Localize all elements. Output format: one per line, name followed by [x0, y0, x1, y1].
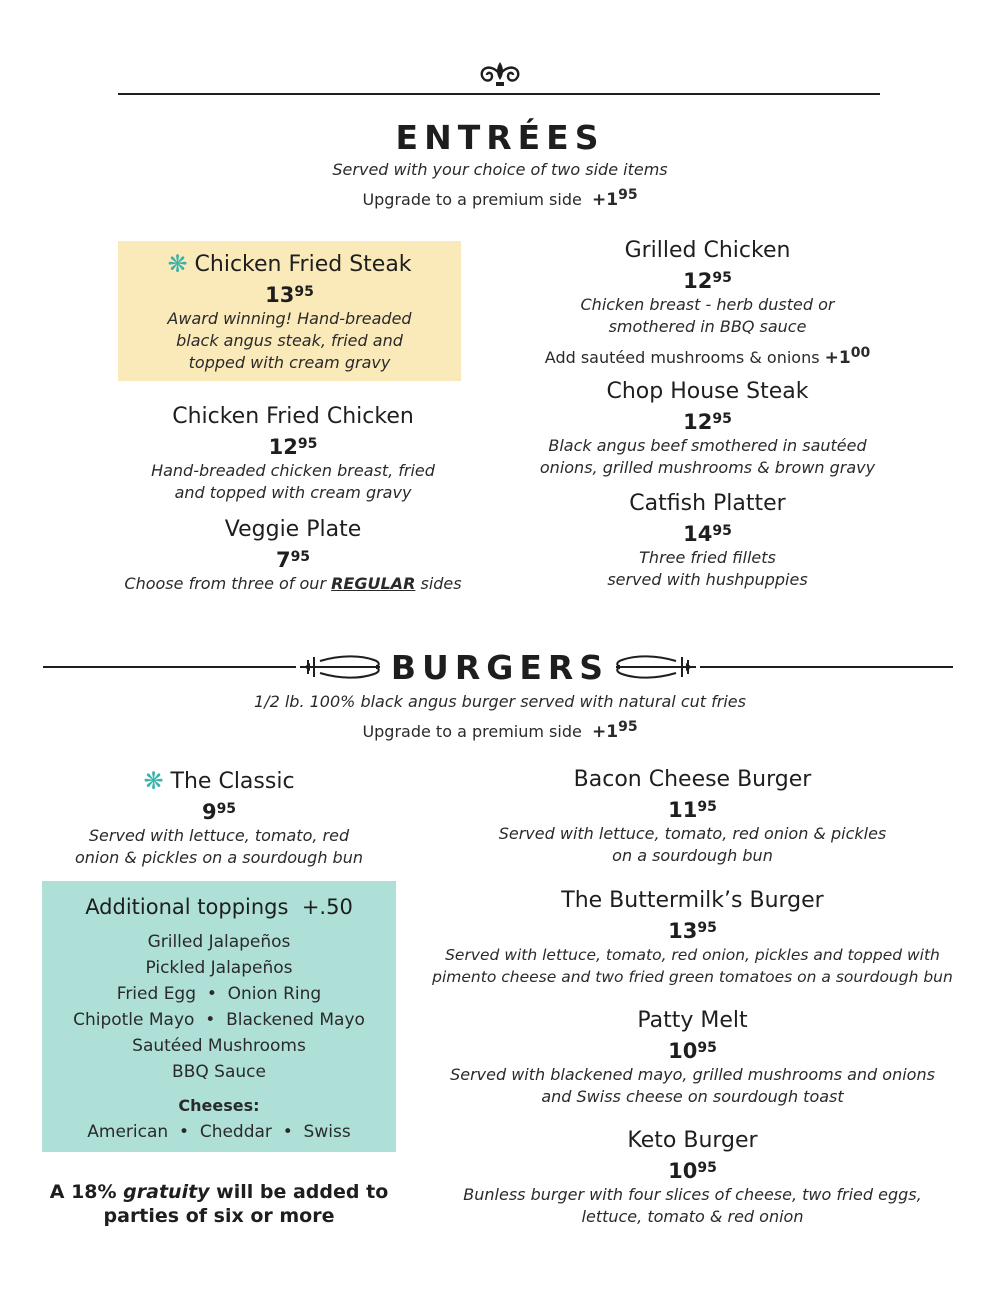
top-rule: [118, 93, 880, 95]
item-desc: topped with cream gravy: [188, 353, 391, 372]
burgers-title: BURGERS: [390, 648, 610, 687]
topping-line: Pickled Jalapeños: [145, 958, 293, 978]
gratuity-notice: [43, 1180, 395, 1228]
item-desc: and topped with cream gravy: [174, 483, 412, 502]
item-price: $12^{95}$: [683, 410, 732, 434]
item-desc: black angus steak, fried and: [176, 331, 403, 350]
topping-line: Chipotle Mayo • Blackened Mayo: [73, 1010, 365, 1030]
item-price: $13^{95}$: [265, 283, 314, 307]
item-price: $13^{95}$: [668, 919, 717, 943]
topping-line: BBQ Sauce: [172, 1062, 266, 1082]
burgers-rule-right: [700, 666, 953, 668]
menu-item-patty-melt: [430, 1007, 955, 1108]
menu-item-chicken-fried-chicken: [95, 403, 491, 504]
item-price: $9^{95}$: [201, 800, 237, 824]
upgrade-label: Upgrade to a premium side: [362, 190, 582, 209]
cheeses-list: American • Cheddar • Swiss: [87, 1122, 351, 1142]
item-desc: pimento cheese and two fried green tomatoes on a sourdough bun: [432, 968, 953, 986]
item-addon: Add sautéed mushrooms & onions $+1^{00}$: [544, 345, 871, 368]
item-price: $10^{95}$: [668, 1039, 717, 1063]
entrees-title: ENTRÉES: [395, 118, 605, 157]
flourish-ornament-icon: [476, 58, 524, 90]
gratuity-line-2: parties of six or more: [103, 1205, 335, 1227]
entrees-subtitle: Served with your choice of two side items: [332, 160, 668, 179]
menu-item-catfish-platter: [500, 490, 915, 591]
item-name: Catfish Platter: [629, 491, 786, 516]
item-name: Chicken Fried Chicken: [172, 404, 414, 429]
menu-item-chicken-fried-steak: [118, 250, 461, 374]
item-name: Veggie Plate: [224, 517, 362, 542]
item-desc: Served with lettuce, tomato, red: [88, 826, 350, 845]
menu-item-keto-burger: [430, 1127, 955, 1228]
cheeses-label: Cheeses:: [178, 1096, 260, 1115]
item-desc: lettuce, tomato & red onion: [581, 1207, 804, 1226]
item-price: $11^{95}$: [668, 798, 717, 822]
item-desc: Served with lettuce, tomato, red onion, pickles and topped with: [445, 946, 940, 964]
item-name: Grilled Chicken: [624, 238, 791, 263]
item-price: $12^{95}$: [683, 269, 732, 293]
topping-line: Sautéed Mushrooms: [132, 1036, 306, 1056]
item-desc: Choose from three of our REGULAR sides: [124, 574, 462, 593]
item-name: Keto Burger: [627, 1128, 758, 1153]
item-desc: Chicken breast - herb dusted or: [580, 295, 835, 314]
burgers-upgrade: [0, 716, 1000, 743]
menu-item-bacon-cheese-burger: [430, 766, 955, 867]
item-desc: served with hushpuppies: [607, 570, 808, 589]
item-name: Chop House Steak: [606, 379, 809, 404]
asterisk-star-icon: ❋: [167, 250, 188, 278]
menu-item-veggie-plate: [95, 516, 491, 595]
item-name: ❋ The Classic: [143, 767, 295, 795]
item-desc: Hand-breaded chicken breast, fried: [151, 461, 435, 480]
upgrade-price: $+1^{95}$: [592, 187, 638, 210]
item-desc: Award winning! Hand-breaded: [167, 309, 412, 328]
menu-item-buttermilks-burger: [420, 887, 965, 988]
topping-line: Grilled Jalapeños: [147, 932, 291, 952]
item-price: $10^{95}$: [668, 1159, 717, 1183]
item-desc: and Swiss cheese on sourdough toast: [541, 1087, 844, 1106]
topping-line: Fried Egg • Onion Ring: [116, 984, 322, 1004]
item-name: The Buttermilk’s Burger: [561, 888, 824, 913]
item-desc: Three fried fillets: [639, 548, 776, 567]
item-price: $14^{95}$: [683, 522, 732, 546]
item-desc: Bunless burger with four slices of cheese, two fried eggs,: [463, 1185, 922, 1204]
item-desc: Served with blackened mayo, grilled mushrooms and onions: [450, 1065, 935, 1084]
asterisk-star-icon: ❋: [143, 767, 164, 795]
upgrade-label: Upgrade to a premium side: [362, 722, 582, 741]
item-desc: onion & pickles on a sourdough bun: [75, 848, 363, 867]
burgers-subtitle: 1/2 lb. 100% black angus burger served with natural cut fries: [254, 692, 746, 711]
scroll-ornament-right-icon: [614, 652, 696, 682]
additional-toppings-box: [42, 881, 396, 1152]
item-name: Bacon Cheese Burger: [573, 767, 812, 792]
item-desc: onions, grilled mushrooms & brown gravy: [539, 458, 876, 477]
item-desc: smothered in BBQ sauce: [608, 317, 807, 336]
upgrade-price: $+1^{95}$: [592, 719, 638, 742]
item-name: ❋ Chicken Fried Steak: [167, 250, 412, 278]
item-desc: Black angus beef smothered in sautéed: [548, 436, 867, 455]
entrees-upgrade: [0, 184, 1000, 211]
item-price: $7^{95}$: [275, 548, 311, 572]
toppings-title: Additional toppings +.50: [85, 895, 353, 919]
item-name: Patty Melt: [637, 1008, 748, 1033]
gratuity-line-1: A 18% gratuity will be added to: [49, 1181, 389, 1203]
item-desc: Served with lettuce, tomato, red onion & pickles: [498, 824, 887, 843]
item-price: $12^{95}$: [268, 435, 318, 459]
menu-item-chop-house-steak: [500, 378, 915, 479]
menu-item-the-classic: [43, 767, 395, 869]
item-desc: on a sourdough bun: [612, 846, 773, 865]
menu-item-grilled-chicken: [500, 237, 915, 369]
